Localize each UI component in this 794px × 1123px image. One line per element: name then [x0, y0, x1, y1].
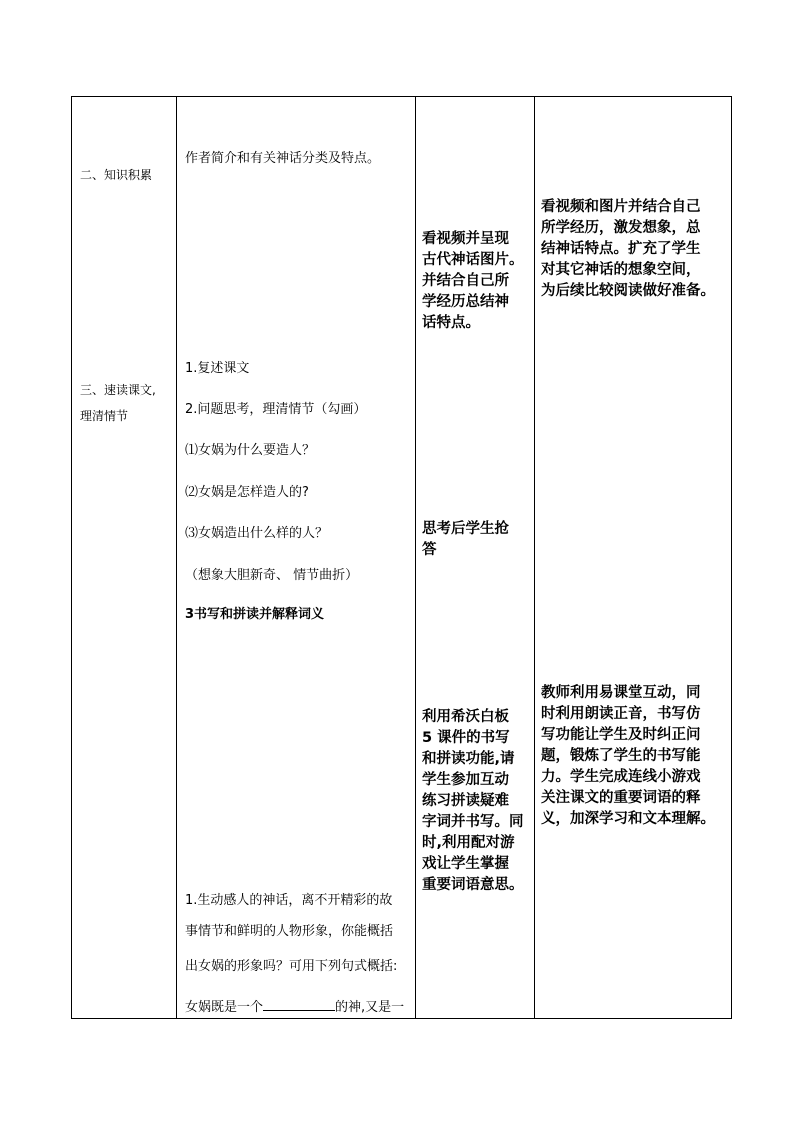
- paragraph-line-2: 事情节和鲜明的人物形象，你能概括: [185, 924, 394, 939]
- column-divider: [176, 97, 177, 1018]
- paragraph-line-4: 女娲既是一个 的神,又是一: [185, 1000, 405, 1015]
- author-intro-text: 作者简介和有关神话分类及特点。: [185, 151, 381, 166]
- section-knowledge-accumulation: 二、知识积累: [80, 168, 153, 182]
- question-3: ⑶女娲造出什么样的人？: [185, 526, 329, 541]
- step-questions: 2.问题思考，理清情节（勾画）: [185, 402, 367, 417]
- step-retell: 1.复述课文: [185, 361, 250, 376]
- design-intent-2: 教师利用易课堂互动，同 时利用朗读正音，书写仿 写功能让学生及时纠正问 题，锻炼了学生的书写能 力。学生完成连线小游戏 关注课文的重要词语的释 义，加深学习和文本理解。: [541, 685, 715, 827]
- paragraph-line-3: 出女娲的形象吗？可用下列句式概括:: [185, 959, 398, 974]
- step-vocabulary: 3书写和拼读并解释词义: [185, 607, 325, 622]
- teacher-activity-2: 思考后学生抢 答: [422, 521, 509, 558]
- column-divider: [534, 97, 535, 1018]
- section-skim-reading-line1: 三、速读课文,: [80, 383, 156, 397]
- question-2: ⑵女娲是怎样造人的?: [185, 485, 309, 500]
- fill-blank: [263, 998, 335, 1011]
- section-skim-reading-line2: 理清情节: [80, 409, 129, 423]
- plot-note: （想象大胆新奇、 情节曲折）: [185, 568, 359, 583]
- design-intent-1: 看视频和图片并结合自己 所学经历，激发想象，总 结神话特点。扩充了学生 对其它神话的想象空间， 为后续比较阅读做好准备。: [541, 199, 715, 299]
- column-divider: [415, 97, 416, 1018]
- teacher-activity-3: 利用希沃白板 5 课件的书写 和拼读功能,请 学生参加互动 练习拼读疑难 字词并书写。同 时,利用配对游 戏让学生掌握 重要词语意思。: [422, 709, 524, 893]
- paragraph-line-1: 1.生动感人的神话，离不开精彩的故: [185, 893, 393, 908]
- teacher-activity-1: 看视频并呈现 古代神话图片。 并结合自己所 学经历总结神 话特点。: [422, 231, 524, 331]
- question-1: ⑴女娲为什么要造人？: [185, 443, 316, 458]
